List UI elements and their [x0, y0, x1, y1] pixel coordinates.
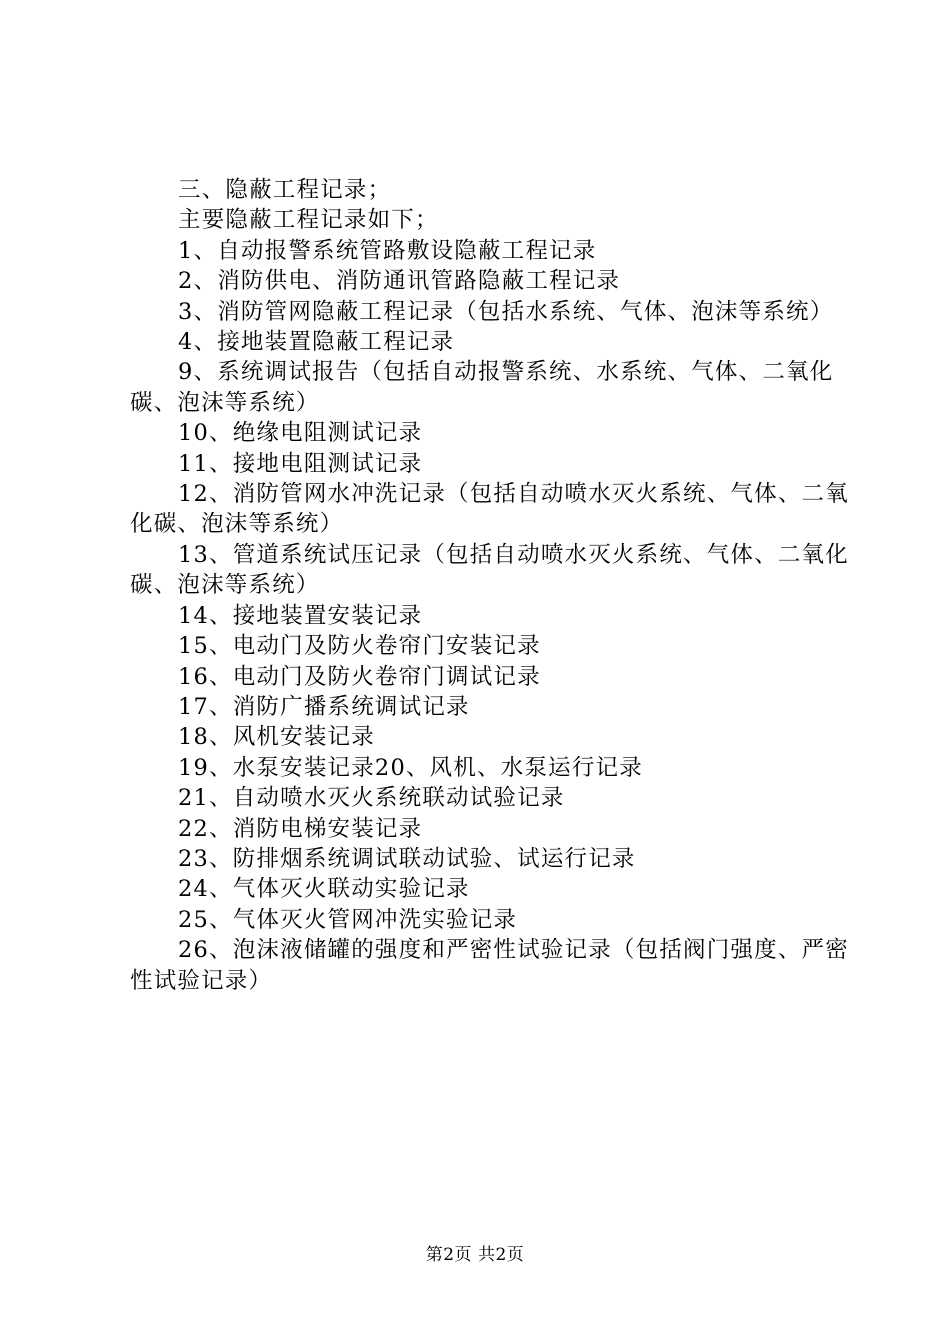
- list-item: 22、消防电梯安装记录: [178, 815, 423, 842]
- list-item: 25、气体灭火管网冲洗实验记录: [178, 906, 518, 933]
- list-item: 21、自动喷水灭火系统联动试验记录: [178, 785, 565, 812]
- list-item: 15、电动门及防火卷帘门安装记录: [178, 633, 541, 660]
- list-item: 12、消防管网水冲洗记录（包括自动喷水灭火系统、气体、二氧化碳、泡沫等系统）: [130, 481, 849, 538]
- list-item: 16、电动门及防火卷帘门调试记录: [178, 663, 541, 690]
- list-item: 26、泡沫液储罐的强度和严密性试验记录（包括阀门强度、严密性试验记录）: [130, 937, 849, 994]
- paragraph-intro: 主要隐蔽工程记录如下；: [178, 207, 439, 234]
- list-item: 9、系统调试报告（包括自动报警系统、水系统、气体、二氧化碳、泡沫等系统）: [130, 359, 834, 416]
- document-body: [130, 175, 850, 996]
- list-item: 11、接地电阻测试记录: [178, 450, 423, 477]
- list-item: 24、气体灭火联动实验记录: [178, 876, 470, 903]
- list-item: 3、消防管网隐蔽工程记录（包括水系统、气体、泡沫等系统）: [178, 298, 834, 325]
- list-item: 10、绝缘电阻测试记录: [178, 420, 423, 447]
- list-item: 4、接地装置隐蔽工程记录: [178, 329, 455, 356]
- list-item: 1、自动报警系统管路敷设隐蔽工程记录: [178, 237, 597, 264]
- list-item: 13、管道系统试压记录（包括自动喷水灭火系统、气体、二氧化碳、泡沫等系统）: [130, 541, 849, 599]
- list-item: 19、水泵安装记录20、风机、水泵运行记录: [178, 754, 643, 781]
- list-item: 23、防排烟系统调试联动试验、试运行记录: [178, 845, 636, 872]
- list-item: 18、风机安装记录: [178, 724, 375, 751]
- list-item: 14、接地装置安装记录: [178, 602, 423, 629]
- list-item: 2、消防供电、消防通讯管路隐蔽工程记录: [178, 268, 621, 295]
- paragraph-heading: 三、隐蔽工程记录；: [178, 177, 392, 203]
- list-item: 17、消防广播系统调试记录: [178, 693, 470, 720]
- page-footer: 第2页 共2页: [425, 1245, 525, 1265]
